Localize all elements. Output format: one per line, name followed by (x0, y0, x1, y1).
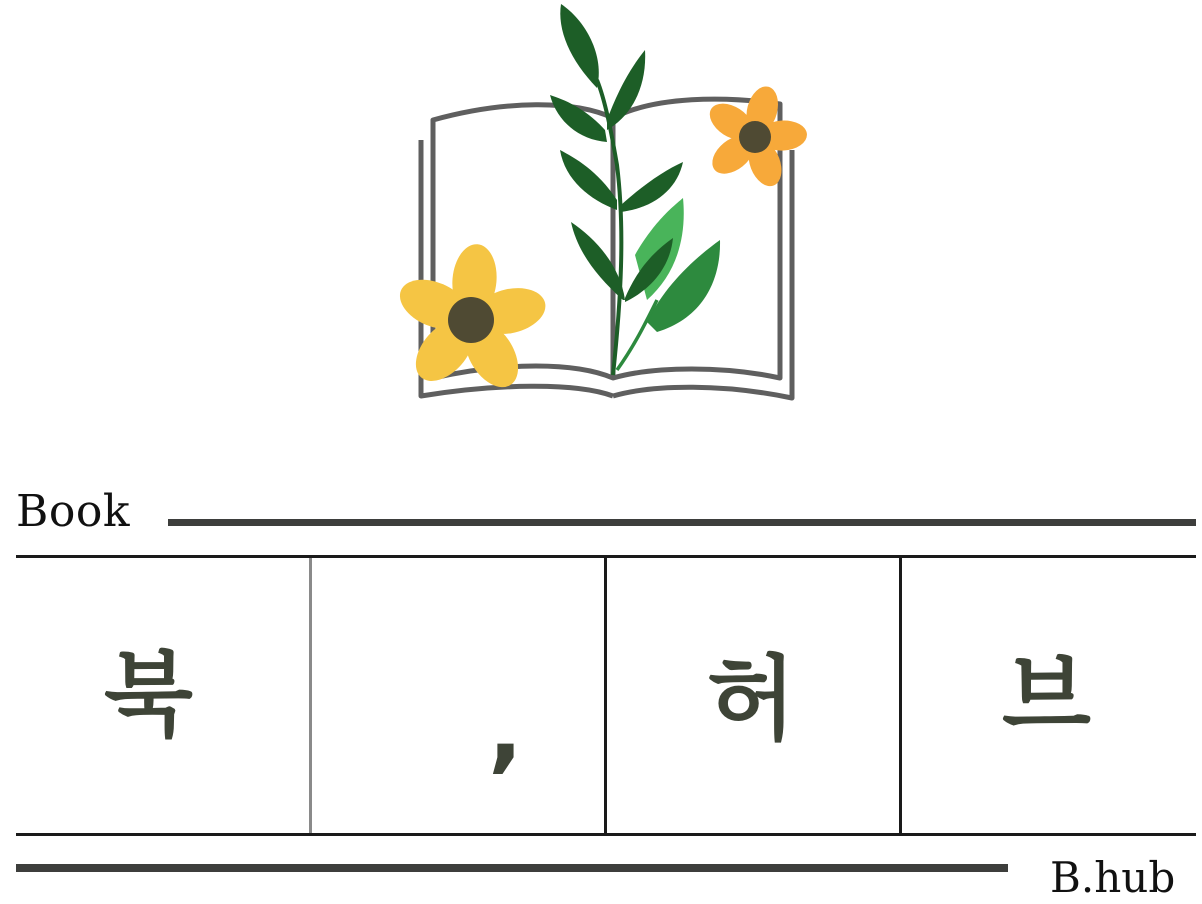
name-cell-1 (16, 558, 309, 833)
name-char: 브 (1002, 642, 1091, 749)
name-char: 북 (104, 642, 193, 749)
brand-top-word: Book (16, 486, 130, 537)
bottom-rule (16, 864, 1008, 872)
name-cell-3 (607, 558, 899, 833)
name-char: 허 (707, 646, 796, 753)
brand-bottom-word: B.hub (1050, 853, 1176, 902)
name-cell-2 (312, 558, 604, 833)
name-char: , (488, 676, 523, 783)
plant-icon (550, 4, 720, 375)
name-cell-4 (902, 558, 1196, 833)
book-with-flowers-logo (385, 0, 815, 410)
top-rule (168, 519, 1196, 526)
grid-bottom-border (16, 833, 1196, 836)
